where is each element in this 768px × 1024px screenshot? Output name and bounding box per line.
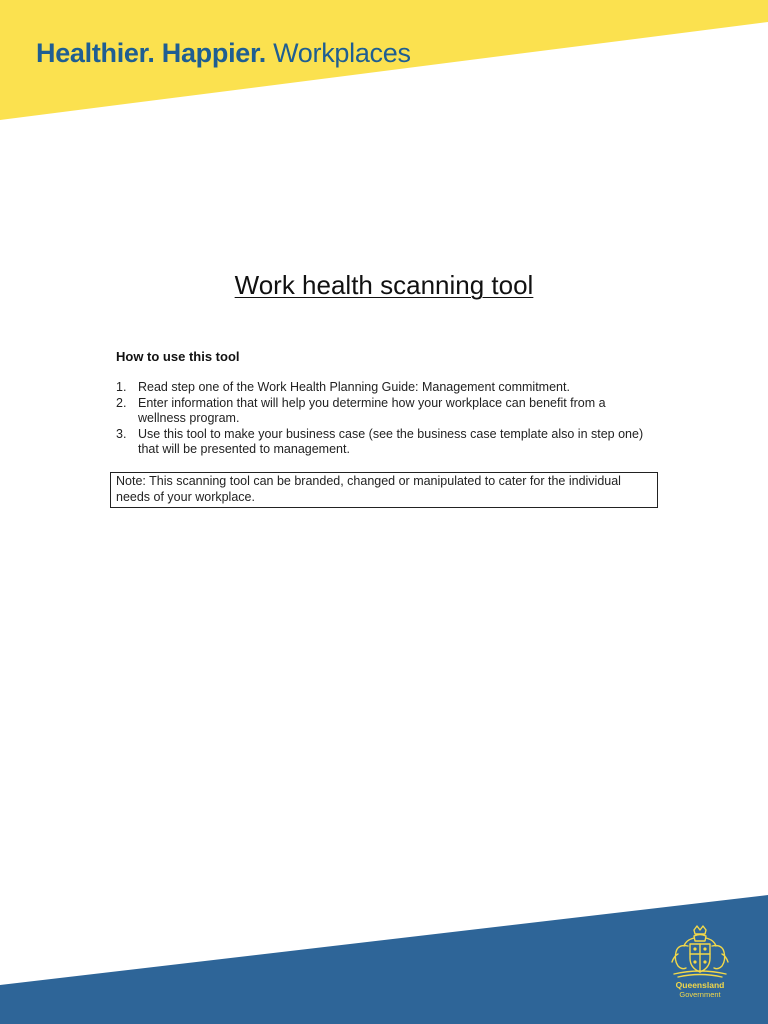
- list-item: [116, 396, 656, 427]
- logo-line-government: Government: [679, 990, 721, 999]
- step-text: Enter information that will help you determine how your workplace can benefit from a wellness program.: [138, 395, 606, 425]
- footer-banner: [0, 890, 768, 1024]
- document-title: Work health scanning tool: [234, 270, 534, 300]
- brand-word-workplaces: Workplaces: [273, 38, 411, 68]
- section-heading: How to use this tool: [116, 349, 240, 364]
- list-item: [116, 427, 656, 458]
- step-number: 3.: [116, 426, 127, 441]
- note-box: Note: This scanning tool can be branded, changed or manipulated to cater for the individual needs of your workplace.: [110, 472, 658, 508]
- step-number: 2.: [116, 395, 127, 410]
- logo-line-queensland: Queensland: [675, 980, 725, 990]
- brand-word-healthier: Healthier.: [36, 38, 155, 68]
- step-text: Use this tool to make your business case (see the business case template also in step one) that will be presented to management.: [138, 426, 644, 456]
- instruction-steps: [116, 380, 656, 458]
- step-number: 1.: [116, 380, 127, 394]
- list-item: [116, 380, 656, 396]
- brand-logo-text: [36, 38, 411, 69]
- step-text: Read step one of the Work Health Planning Guide: Management commitment.: [138, 380, 570, 394]
- brand-word-happier: Happier.: [161, 38, 266, 68]
